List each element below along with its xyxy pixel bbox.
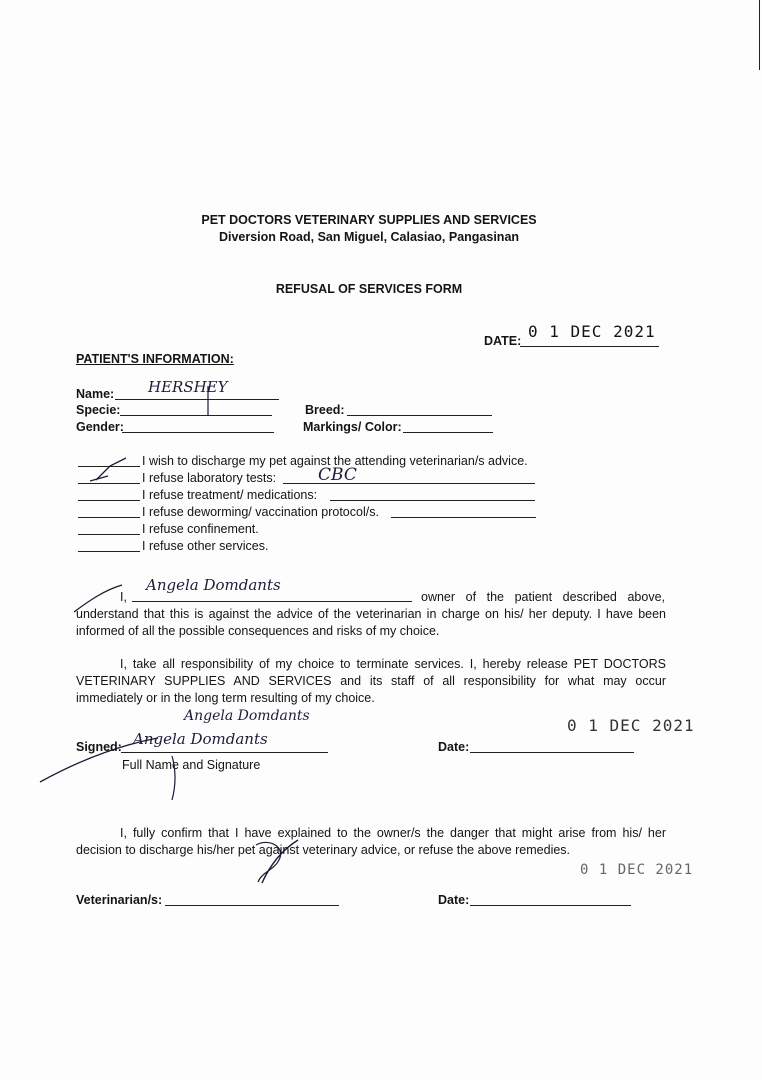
scan-edge-line [759, 0, 760, 70]
breed-label: Breed: [305, 403, 345, 417]
veterinarian-label: Veterinarian/s: [76, 893, 163, 907]
option-blank-4[interactable] [78, 517, 140, 518]
owner-signature: Angela Domdants [133, 730, 268, 748]
owner-date-field[interactable] [470, 752, 634, 753]
clinic-header [0, 212, 762, 246]
release-paragraph: I, take all responsibility of my choice to terminate services. I, hereby release PET DOCTORS VETERINARY SUPPLIES AND SERVICES and its staff of all responsibility for what may occur immediately or in the long term resulting of my choice. [76, 657, 666, 705]
markings-field[interactable] [403, 432, 493, 433]
option-blank-2[interactable] [78, 483, 140, 484]
owner-date-label: Date: [438, 740, 470, 754]
patient-info-heading: PATIENT'S INFORMATION: [76, 352, 234, 366]
vet-date-field[interactable] [470, 905, 631, 906]
date-stamp: 0 1 DEC 2021 [528, 322, 656, 341]
confirmation-paragraph: I, fully confirm that I have explained to the owner/s the danger that might arise from his/ her decision to discharge his/her pet against veterinary advice, or refuse the above remedies. [76, 826, 666, 857]
lab-tests-value: CBC [318, 465, 357, 485]
name-field[interactable] [115, 399, 279, 400]
option-blank-1[interactable] [78, 466, 140, 467]
date-line [520, 346, 659, 347]
option-blank-3[interactable] [78, 500, 140, 501]
gender-field[interactable] [122, 432, 274, 433]
owner-name-value: Angela Domdants [146, 576, 281, 594]
signature-caption: Full Name and Signature [122, 758, 261, 772]
option-text-3: I refuse treatment/ medications: [142, 488, 318, 502]
owner-signature-field[interactable] [121, 752, 328, 753]
option-text-6: I refuse other services. [142, 539, 269, 553]
option-text-4: I refuse deworming/ vaccination protocol/s. [142, 505, 379, 519]
check-mark-2 [90, 476, 108, 481]
option-text-2: I refuse laboratory tests: [142, 471, 277, 485]
owner-name-field[interactable] [132, 601, 412, 602]
clinic-name: PET DOCTORS VETERINARY SUPPLIES AND SERVICES [201, 213, 537, 227]
owner-signature-upper: Angela Domdants [184, 708, 310, 724]
vet-date-stamp: 0 1 DEC 2021 [580, 862, 694, 878]
clinic-address: Diversion Road, San Miguel, Calasiao, Pangasinan [218, 230, 520, 244]
signed-label: Signed: [76, 740, 122, 754]
owner-date-stamp: 0 1 DEC 2021 [567, 716, 695, 735]
statement-body: understand that this is against the advice of the veterinarian in charge on his/ her deputy. I have been informed of all the possible consequences and risks of my choice. [76, 607, 666, 638]
date-label: DATE: [484, 334, 522, 348]
deworming-field[interactable] [391, 517, 536, 518]
option-text-5: I refuse confinement. [142, 522, 259, 536]
option-blank-5[interactable] [78, 534, 140, 535]
name-value: HERSHEY [148, 378, 228, 396]
option-blank-6[interactable] [78, 551, 140, 552]
gender-label: Gender: [76, 420, 124, 434]
statement-prefix: I, [120, 590, 127, 604]
check-mark-1 [96, 458, 126, 480]
veterinarian-field[interactable] [165, 905, 339, 906]
option-text-1: I wish to discharge my pet against the attending veterinarian/s advice. [142, 454, 528, 468]
medications-field[interactable] [330, 500, 535, 501]
specie-label: Specie: [76, 403, 121, 417]
vet-date-label: Date: [438, 893, 470, 907]
breed-field[interactable] [347, 415, 492, 416]
form-title: REFUSAL OF SERVICES FORM [275, 282, 463, 296]
markings-label: Markings/ Color: [303, 420, 402, 434]
statement-suffix: owner of the patient described above, [421, 590, 665, 604]
name-label: Name: [76, 387, 115, 401]
specie-field[interactable] [120, 415, 272, 416]
